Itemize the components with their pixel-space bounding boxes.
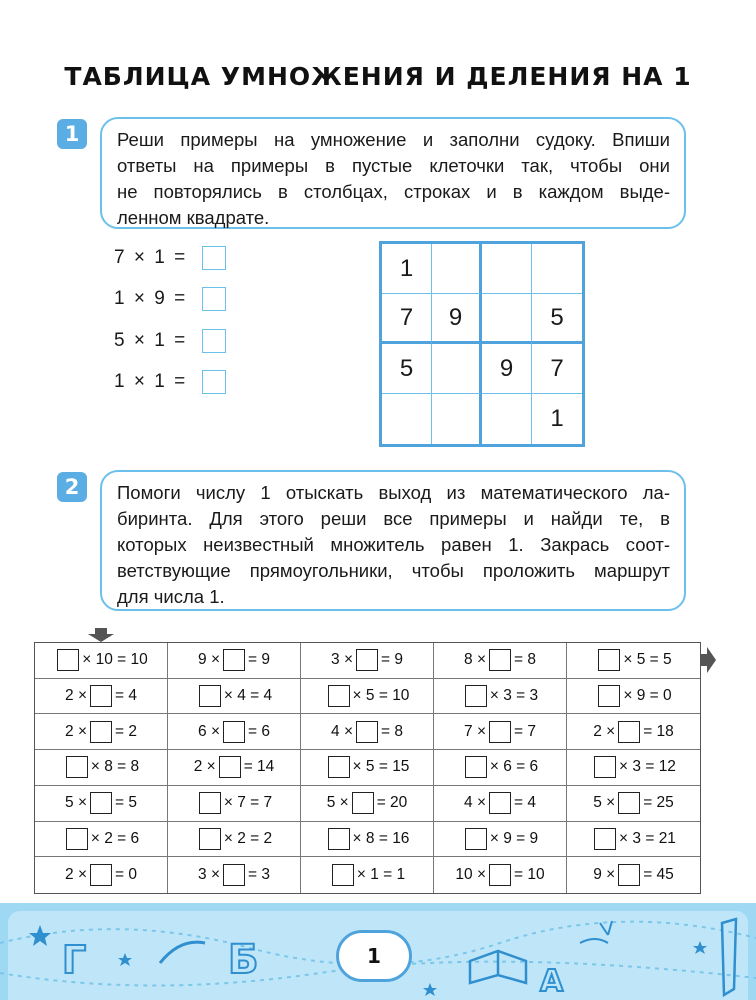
maze-cell[interactable] <box>168 714 301 750</box>
example-text: 1 × 9 = <box>114 288 186 309</box>
example-row <box>114 285 226 313</box>
maze-cell[interactable] <box>434 714 567 750</box>
task-1-line: ответы на примеры в пустые клеточки так, чтобы они <box>117 155 670 176</box>
maze-cell-suffix: = 5 <box>115 794 137 812</box>
maze-cell[interactable] <box>35 679 168 715</box>
sudoku-cell[interactable] <box>532 244 582 294</box>
task-2-line: биринта. Для этого реши все примеры и найди те, в <box>117 508 670 529</box>
maze-cell[interactable] <box>301 786 434 822</box>
maze-answer-box[interactable] <box>489 721 511 743</box>
maze-answer-box[interactable] <box>356 649 378 671</box>
example-row <box>114 327 226 355</box>
maze-cell-suffix: × 3 = 12 <box>619 758 676 776</box>
maze-cell-suffix: = 18 <box>643 722 674 740</box>
maze-cell-suffix: = 9 <box>248 651 270 669</box>
example-text: 5 × 1 = <box>114 330 186 351</box>
sudoku-grid <box>379 241 585 447</box>
sudoku-cell[interactable] <box>482 394 532 444</box>
maze-answer-box[interactable] <box>352 792 374 814</box>
example-row <box>114 368 226 396</box>
svg-text:Г: Г <box>62 938 87 982</box>
task-2-line: которых неизвестный множитель равен 1. Закрась соот- <box>117 534 670 555</box>
maze-cell-suffix: = 10 <box>514 866 545 884</box>
maze-cell[interactable] <box>35 822 168 858</box>
maze-answer-box[interactable] <box>66 828 88 850</box>
maze-answer-box[interactable] <box>219 756 241 778</box>
maze-cell-prefix: 2 × <box>65 687 87 705</box>
task-2-line: для числа 1. <box>117 586 225 607</box>
maze-answer-box[interactable] <box>465 756 487 778</box>
maze-cell[interactable] <box>567 750 700 786</box>
maze-cell-suffix: × 3 = 3 <box>489 687 539 705</box>
maze-cell-suffix: × 6 = 6 <box>489 758 539 776</box>
maze-cell[interactable] <box>567 786 700 822</box>
maze-cell[interactable] <box>301 679 434 715</box>
maze-answer-box[interactable] <box>223 864 245 886</box>
maze-cell[interactable] <box>35 714 168 750</box>
maze-cell[interactable] <box>567 643 700 679</box>
maze-answer-box[interactable] <box>66 756 88 778</box>
maze-cell[interactable] <box>301 857 434 893</box>
page-number: 1 <box>367 944 381 968</box>
maze-cell[interactable] <box>168 857 301 893</box>
sudoku-cell: 5 <box>532 294 582 344</box>
maze-cell[interactable] <box>35 786 168 822</box>
maze-cell[interactable] <box>168 643 301 679</box>
maze-answer-box[interactable] <box>328 685 350 707</box>
maze-cell-suffix: = 8 <box>381 722 403 740</box>
maze-answer-box[interactable] <box>489 649 511 671</box>
maze-answer-box[interactable] <box>328 756 350 778</box>
maze-answer-box[interactable] <box>199 828 221 850</box>
example-row <box>114 244 226 272</box>
maze-cell-prefix: 9 × <box>198 651 220 669</box>
sudoku-cell[interactable] <box>482 294 532 344</box>
maze-cell-suffix: = 9 <box>381 651 403 669</box>
maze-cell-prefix: 8 × <box>464 651 486 669</box>
maze-cell[interactable] <box>434 679 567 715</box>
maze-cell-suffix: × 5 = 5 <box>623 651 672 669</box>
maze-answer-box[interactable] <box>618 792 640 814</box>
maze-cell[interactable] <box>301 714 434 750</box>
maze-cell-prefix: 3 × <box>198 866 220 884</box>
sudoku-cell[interactable] <box>382 394 432 444</box>
page-title: ТАБЛИЦА УМНОЖЕНИЯ И ДЕЛЕНИЯ НА 1 <box>64 62 692 91</box>
answer-box[interactable] <box>202 329 226 353</box>
maze-cell-suffix: × 8 = 8 <box>90 758 140 776</box>
maze-cell[interactable] <box>301 643 434 679</box>
answer-box[interactable] <box>202 246 226 270</box>
maze-cell[interactable] <box>567 857 700 893</box>
maze-cell-suffix: × 5 = 10 <box>352 687 410 705</box>
maze-cell-suffix: × 7 = 7 <box>223 794 273 812</box>
maze-cell-prefix: 2 × <box>593 722 616 740</box>
sudoku-cell: 9 <box>432 294 482 344</box>
task-1-line: ленном квадрате. <box>117 207 270 228</box>
maze-entrance-arrow-icon <box>86 628 116 642</box>
maze-cell-suffix: × 1 = 1 <box>356 866 406 884</box>
answer-box[interactable] <box>202 287 226 311</box>
maze-cell[interactable] <box>434 786 567 822</box>
page-number-badge <box>336 930 412 982</box>
task-2-instructions <box>100 470 686 611</box>
maze-cell-prefix: 4 × <box>464 794 486 812</box>
maze-cell[interactable] <box>168 679 301 715</box>
maze-cell-suffix: = 4 <box>115 687 137 705</box>
maze-cell[interactable] <box>168 750 301 786</box>
sudoku-cell: 9 <box>482 344 532 394</box>
maze-cell[interactable] <box>434 643 567 679</box>
maze-cell-suffix: × 2 = 2 <box>223 829 273 847</box>
task-1-instructions <box>100 117 686 229</box>
sudoku-cell[interactable] <box>432 344 482 394</box>
maze-cell[interactable] <box>567 714 700 750</box>
maze-cell-prefix: 5 × <box>65 794 87 812</box>
maze-cell-prefix: 10 × <box>455 866 486 884</box>
sudoku-cell: 1 <box>550 405 564 432</box>
maze-cell-prefix: 3 × <box>331 651 353 669</box>
maze-exit-arrow-icon <box>700 645 716 675</box>
sudoku-cell[interactable] <box>432 394 482 444</box>
answer-box[interactable] <box>202 370 226 394</box>
maze-cell-suffix: = 4 <box>514 794 536 812</box>
maze-cell-suffix: = 7 <box>514 722 536 740</box>
maze-cell-prefix: 7 × <box>464 722 486 740</box>
maze-cell[interactable] <box>567 822 700 858</box>
maze-cell-suffix: = 6 <box>248 722 270 740</box>
maze-cell-suffix: × 8 = 16 <box>352 829 410 847</box>
maze-cell[interactable] <box>35 643 168 679</box>
maze-cell[interactable] <box>301 822 434 858</box>
maze-answer-box[interactable] <box>332 864 354 886</box>
maze-answer-box[interactable] <box>223 649 245 671</box>
maze-cell-prefix: 4 × <box>331 722 353 740</box>
maze-answer-box[interactable] <box>594 756 616 778</box>
sudoku-cell: 7 <box>382 294 432 344</box>
svg-text:А: А <box>540 964 564 999</box>
maze-cell-suffix: × 3 = 21 <box>619 829 676 847</box>
task-1-number: 1 <box>57 119 87 149</box>
maze-cell-suffix: × 10 = 10 <box>82 651 148 669</box>
task-2-number: 2 <box>57 472 87 502</box>
maze-answer-box[interactable] <box>598 649 620 671</box>
maze-cell-suffix: × 4 = 4 <box>223 687 273 705</box>
maze-cell-prefix: 5 × <box>593 794 616 812</box>
maze-cell-prefix: 2 × <box>65 866 87 884</box>
maze-answer-box[interactable] <box>489 864 511 886</box>
maze-cell[interactable] <box>434 857 567 893</box>
maze-answer-box[interactable] <box>223 721 245 743</box>
maze-cell-suffix: = 25 <box>643 794 674 812</box>
maze-answer-box[interactable] <box>598 685 620 707</box>
maze-cell-prefix: 6 × <box>198 722 220 740</box>
maze-answer-box[interactable] <box>356 721 378 743</box>
maze-table <box>34 642 701 894</box>
maze-cell[interactable] <box>168 786 301 822</box>
maze-cell-suffix: = 2 <box>115 722 137 740</box>
maze-cell-suffix: = 20 <box>376 794 408 812</box>
maze-answer-box[interactable] <box>199 685 221 707</box>
maze-cell-suffix: = 3 <box>248 866 270 884</box>
task-2-line: Помоги числу 1 отыскать выход из математического ла- <box>117 482 670 503</box>
maze-cell[interactable] <box>301 750 434 786</box>
maze-cell[interactable] <box>434 750 567 786</box>
maze-answer-box[interactable] <box>57 649 79 671</box>
sudoku-cell: 5 <box>382 344 432 394</box>
maze-answer-box[interactable] <box>618 721 640 743</box>
maze-answer-box[interactable] <box>90 721 112 743</box>
sudoku-cell: 1 <box>382 244 432 294</box>
maze-cell-prefix: 5 × <box>326 794 349 812</box>
svg-text:Б: Б <box>228 937 259 983</box>
maze-answer-box[interactable] <box>489 792 511 814</box>
maze-cell-suffix: × 5 = 15 <box>352 758 410 776</box>
task-2-line: ветствующие прямоугольники, чтобы проложить маршрут <box>117 560 670 581</box>
maze-cell-suffix: × 2 = 6 <box>90 829 140 847</box>
maze-cell-prefix: 2 × <box>193 758 216 776</box>
maze-answer-box[interactable] <box>90 685 112 707</box>
sudoku-cell: 7 <box>532 344 582 394</box>
maze-answer-box[interactable] <box>465 828 487 850</box>
maze-cell[interactable] <box>567 679 700 715</box>
maze-answer-box[interactable] <box>90 792 112 814</box>
task-1-line: Реши примеры на умножение и заполни судоку. Впиши <box>117 129 670 150</box>
maze-cell[interactable] <box>168 822 301 858</box>
maze-cell[interactable] <box>35 857 168 893</box>
example-text: 7 × 1 = <box>114 247 186 268</box>
maze-cell-prefix: 9 × <box>593 866 616 884</box>
maze-cell[interactable] <box>35 750 168 786</box>
maze-cell-suffix: × 9 = 0 <box>623 687 672 705</box>
maze-cell-suffix: = 8 <box>514 651 536 669</box>
example-text: 1 × 1 = <box>114 371 186 392</box>
maze-cell-suffix: × 9 = 9 <box>489 829 539 847</box>
sudoku-cell[interactable] <box>432 244 482 294</box>
maze-answer-box[interactable] <box>618 864 640 886</box>
maze-answer-box[interactable] <box>594 828 616 850</box>
maze-cell[interactable] <box>434 822 567 858</box>
maze-answer-box[interactable] <box>90 864 112 886</box>
maze-cell-suffix: = 14 <box>243 758 275 776</box>
maze-answer-box[interactable] <box>199 792 221 814</box>
maze-answer-box[interactable] <box>328 828 350 850</box>
maze-cell-suffix: = 0 <box>115 866 137 884</box>
maze-answer-box[interactable] <box>465 685 487 707</box>
maze-cell-prefix: 2 × <box>65 722 87 740</box>
sudoku-cell[interactable] <box>482 244 532 294</box>
task-1-line: не повторялись в столбцах, строках и в каждом выде- <box>117 181 670 202</box>
maze-cell-suffix: = 45 <box>643 866 674 884</box>
